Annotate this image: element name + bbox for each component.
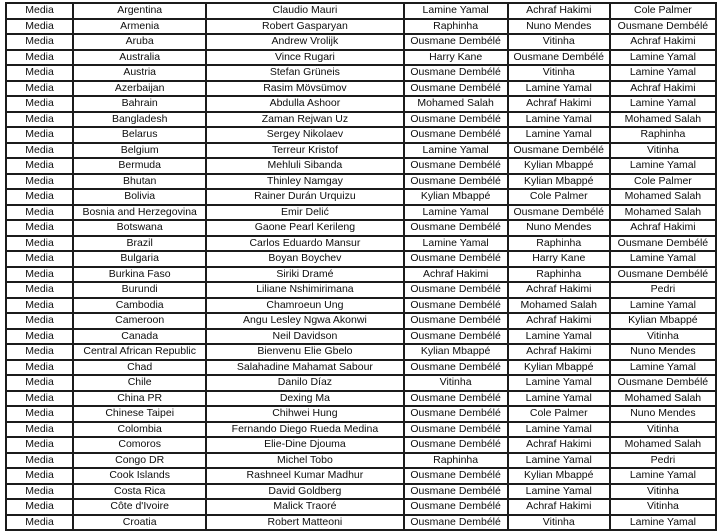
cell-vote-second: Cole Palmer — [508, 406, 610, 422]
cell-vote-second: Achraf Hakimi — [508, 437, 610, 453]
table-row — [6, 81, 716, 97]
cell-vote-second: Lamine Yamal — [508, 422, 610, 438]
cell-media-label: Media — [6, 484, 73, 500]
table-row — [6, 189, 716, 205]
cell-voter-name: Abdulla Ashoor — [206, 96, 403, 112]
cell-vote-second: Kylian Mbappé — [508, 360, 610, 376]
cell-vote-first: Ousmane Dembélé — [404, 468, 508, 484]
cell-vote-second: Achraf Hakimi — [508, 499, 610, 515]
table-row — [6, 360, 716, 376]
cell-vote-first: Ousmane Dembélé — [404, 329, 508, 345]
cell-voter-name: Sergey Nikolaev — [206, 127, 403, 143]
cell-vote-first: Achraf Hakimi — [404, 267, 508, 283]
cell-media-label: Media — [6, 3, 73, 19]
cell-country: Botswana — [73, 220, 206, 236]
cell-vote-second: Lamine Yamal — [508, 484, 610, 500]
cell-vote-first: Ousmane Dembélé — [404, 499, 508, 515]
table-row — [6, 515, 716, 531]
cell-voter-name: Rasim Mövsümov — [206, 81, 403, 97]
cell-voter-name: Robert Matteoni — [206, 515, 403, 531]
cell-vote-third: Raphinha — [610, 127, 716, 143]
cell-country: Azerbaijan — [73, 81, 206, 97]
cell-country: Colombia — [73, 422, 206, 438]
cell-country: Cambodia — [73, 298, 206, 314]
cell-vote-third: Ousmane Dembélé — [610, 236, 716, 252]
cell-media-label: Media — [6, 50, 73, 66]
cell-vote-second: Lamine Yamal — [508, 127, 610, 143]
cell-country: Canada — [73, 329, 206, 345]
cell-vote-third: Vitinha — [610, 329, 716, 345]
cell-vote-first: Mohamed Salah — [404, 96, 508, 112]
cell-vote-second: Lamine Yamal — [508, 81, 610, 97]
table-row — [6, 422, 716, 438]
cell-vote-second: Kylian Mbappé — [508, 174, 610, 190]
cell-vote-first: Ousmane Dembélé — [404, 251, 508, 267]
cell-vote-first: Ousmane Dembélé — [404, 220, 508, 236]
cell-country: Burkina Faso — [73, 267, 206, 283]
cell-country: Central African Republic — [73, 344, 206, 360]
cell-country: Aruba — [73, 34, 206, 50]
cell-country: Congo DR — [73, 453, 206, 469]
cell-vote-first: Ousmane Dembélé — [404, 437, 508, 453]
cell-vote-second: Achraf Hakimi — [508, 282, 610, 298]
cell-voter-name: Zaman Rejwan Uz — [206, 112, 403, 128]
cell-vote-third: Cole Palmer — [610, 174, 716, 190]
cell-country: Cameroon — [73, 313, 206, 329]
cell-vote-third: Achraf Hakimi — [610, 220, 716, 236]
cell-vote-second: Ousmane Dembélé — [508, 143, 610, 159]
cell-vote-second: Lamine Yamal — [508, 329, 610, 345]
cell-media-label: Media — [6, 127, 73, 143]
cell-vote-first: Ousmane Dembélé — [404, 34, 508, 50]
cell-country: Croatia — [73, 515, 206, 531]
cell-media-label: Media — [6, 267, 73, 283]
cell-vote-third: Lamine Yamal — [610, 515, 716, 531]
cell-media-label: Media — [6, 174, 73, 190]
cell-country: Argentina — [73, 3, 206, 19]
cell-media-label: Media — [6, 96, 73, 112]
cell-vote-first: Ousmane Dembélé — [404, 515, 508, 531]
cell-voter-name: Robert Gasparyan — [206, 19, 403, 35]
cell-media-label: Media — [6, 158, 73, 174]
cell-vote-second: Vitinha — [508, 34, 610, 50]
cell-country: Bangladesh — [73, 112, 206, 128]
cell-media-label: Media — [6, 205, 73, 221]
table-row — [6, 205, 716, 221]
cell-vote-first: Kylian Mbappé — [404, 189, 508, 205]
cell-media-label: Media — [6, 329, 73, 345]
cell-vote-third: Lamine Yamal — [610, 65, 716, 81]
cell-vote-first: Ousmane Dembélé — [404, 422, 508, 438]
cell-country: Costa Rica — [73, 484, 206, 500]
cell-vote-first: Ousmane Dembélé — [404, 360, 508, 376]
cell-media-label: Media — [6, 81, 73, 97]
votes-table-body — [6, 3, 716, 530]
table-row — [6, 19, 716, 35]
cell-vote-second: Nuno Mendes — [508, 220, 610, 236]
cell-voter-name: Rashneel Kumar Madhur — [206, 468, 403, 484]
cell-vote-second: Nuno Mendes — [508, 19, 610, 35]
cell-vote-first: Vitinha — [404, 375, 508, 391]
cell-vote-first: Lamine Yamal — [404, 205, 508, 221]
cell-vote-third: Lamine Yamal — [610, 158, 716, 174]
cell-media-label: Media — [6, 344, 73, 360]
cell-vote-third: Mohamed Salah — [610, 189, 716, 205]
cell-voter-name: Andrew Vrolijk — [206, 34, 403, 50]
cell-vote-third: Lamine Yamal — [610, 360, 716, 376]
cell-vote-second: Achraf Hakimi — [508, 344, 610, 360]
cell-voter-name: Angu Lesley Ngwa Akonwi — [206, 313, 403, 329]
table-row — [6, 112, 716, 128]
cell-media-label: Media — [6, 19, 73, 35]
cell-country: Bhutan — [73, 174, 206, 190]
table-row — [6, 236, 716, 252]
cell-vote-first: Raphinha — [404, 453, 508, 469]
cell-vote-second: Ousmane Dembélé — [508, 50, 610, 66]
table-row — [6, 453, 716, 469]
cell-vote-second: Achraf Hakimi — [508, 3, 610, 19]
media-votes-table — [5, 2, 717, 531]
cell-vote-second: Ousmane Dembélé — [508, 205, 610, 221]
table-row — [6, 344, 716, 360]
cell-media-label: Media — [6, 406, 73, 422]
cell-media-label: Media — [6, 112, 73, 128]
cell-voter-name: Dexing Ma — [206, 391, 403, 407]
cell-vote-third: Lamine Yamal — [610, 251, 716, 267]
cell-media-label: Media — [6, 282, 73, 298]
cell-media-label: Media — [6, 251, 73, 267]
cell-country: Bosnia and Herzegovina — [73, 205, 206, 221]
cell-vote-third: Lamine Yamal — [610, 50, 716, 66]
table-row — [6, 34, 716, 50]
cell-country: Austria — [73, 65, 206, 81]
cell-vote-first: Raphinha — [404, 19, 508, 35]
cell-vote-first: Ousmane Dembélé — [404, 112, 508, 128]
cell-vote-first: Lamine Yamal — [404, 236, 508, 252]
cell-voter-name: Fernando Diego Rueda Medina — [206, 422, 403, 438]
cell-vote-second: Raphinha — [508, 267, 610, 283]
cell-media-label: Media — [6, 499, 73, 515]
cell-vote-third: Mohamed Salah — [610, 437, 716, 453]
cell-vote-third: Achraf Hakimi — [610, 81, 716, 97]
table-row — [6, 298, 716, 314]
cell-voter-name: Salahadine Mahamat Sabour — [206, 360, 403, 376]
cell-media-label: Media — [6, 143, 73, 159]
cell-vote-first: Ousmane Dembélé — [404, 298, 508, 314]
cell-voter-name: Bienvenu Elie Gbelo — [206, 344, 403, 360]
cell-voter-name: Elie-Dine Djouma — [206, 437, 403, 453]
table-row — [6, 282, 716, 298]
cell-vote-first: Ousmane Dembélé — [404, 81, 508, 97]
cell-country: Côte d'Ivoire — [73, 499, 206, 515]
cell-voter-name: Vince Rugari — [206, 50, 403, 66]
cell-voter-name: David Goldberg — [206, 484, 403, 500]
cell-country: Chile — [73, 375, 206, 391]
cell-media-label: Media — [6, 453, 73, 469]
cell-vote-second: Vitinha — [508, 65, 610, 81]
cell-media-label: Media — [6, 298, 73, 314]
cell-media-label: Media — [6, 391, 73, 407]
cell-vote-third: Ousmane Dembélé — [610, 375, 716, 391]
cell-vote-first: Ousmane Dembélé — [404, 484, 508, 500]
cell-vote-third: Vitinha — [610, 143, 716, 159]
cell-vote-second: Kylian Mbappé — [508, 468, 610, 484]
cell-vote-third: Lamine Yamal — [610, 96, 716, 112]
cell-vote-second: Raphinha — [508, 236, 610, 252]
table-row — [6, 267, 716, 283]
table-row — [6, 174, 716, 190]
cell-vote-first: Ousmane Dembélé — [404, 174, 508, 190]
cell-voter-name: Chihwei Hung — [206, 406, 403, 422]
cell-vote-first: Lamine Yamal — [404, 143, 508, 159]
cell-voter-name: Claudio Mauri — [206, 3, 403, 19]
cell-media-label: Media — [6, 189, 73, 205]
table-row — [6, 313, 716, 329]
cell-voter-name: Boyan Boychev — [206, 251, 403, 267]
cell-vote-third: Lamine Yamal — [610, 298, 716, 314]
cell-voter-name: Michel Tobo — [206, 453, 403, 469]
cell-media-label: Media — [6, 34, 73, 50]
cell-vote-first: Ousmane Dembélé — [404, 127, 508, 143]
cell-vote-first: Kylian Mbappé — [404, 344, 508, 360]
cell-voter-name: Gaone Pearl Kerileng — [206, 220, 403, 236]
cell-vote-third: Mohamed Salah — [610, 391, 716, 407]
cell-vote-third: Lamine Yamal — [610, 468, 716, 484]
cell-country: Brazil — [73, 236, 206, 252]
table-row — [6, 251, 716, 267]
cell-vote-third: Nuno Mendes — [610, 406, 716, 422]
cell-vote-third: Ousmane Dembélé — [610, 19, 716, 35]
cell-vote-second: Lamine Yamal — [508, 375, 610, 391]
cell-country: Bermuda — [73, 158, 206, 174]
cell-vote-second: Achraf Hakimi — [508, 313, 610, 329]
cell-vote-second: Harry Kane — [508, 251, 610, 267]
cell-vote-third: Ousmane Dembélé — [610, 267, 716, 283]
cell-vote-third: Kylian Mbappé — [610, 313, 716, 329]
table-row — [6, 437, 716, 453]
cell-voter-name: Emir Delić — [206, 205, 403, 221]
cell-voter-name: Siriki Dramé — [206, 267, 403, 283]
cell-voter-name: Liliane Nshimirimana — [206, 282, 403, 298]
cell-country: Armenia — [73, 19, 206, 35]
table-row — [6, 406, 716, 422]
cell-media-label: Media — [6, 468, 73, 484]
table-row — [6, 484, 716, 500]
table-row — [6, 375, 716, 391]
cell-country: Burundi — [73, 282, 206, 298]
cell-vote-second: Lamine Yamal — [508, 391, 610, 407]
table-row — [6, 468, 716, 484]
cell-voter-name: Rainer Durán Urquizu — [206, 189, 403, 205]
cell-vote-third: Nuno Mendes — [610, 344, 716, 360]
cell-media-label: Media — [6, 437, 73, 453]
cell-media-label: Media — [6, 313, 73, 329]
cell-voter-name: Carlos Eduardo Mansur — [206, 236, 403, 252]
cell-vote-third: Pedri — [610, 453, 716, 469]
cell-vote-third: Vitinha — [610, 422, 716, 438]
cell-voter-name: Danilo Díaz — [206, 375, 403, 391]
cell-vote-second: Achraf Hakimi — [508, 96, 610, 112]
cell-vote-first: Ousmane Dembélé — [404, 391, 508, 407]
cell-vote-second: Cole Palmer — [508, 189, 610, 205]
cell-voter-name: Neil Davidson — [206, 329, 403, 345]
cell-country: Chinese Taipei — [73, 406, 206, 422]
cell-country: Bolivia — [73, 189, 206, 205]
cell-voter-name: Terreur Kristof — [206, 143, 403, 159]
cell-vote-first: Harry Kane — [404, 50, 508, 66]
cell-vote-second: Lamine Yamal — [508, 453, 610, 469]
cell-country: Belarus — [73, 127, 206, 143]
cell-vote-first: Ousmane Dembélé — [404, 313, 508, 329]
cell-vote-first: Ousmane Dembélé — [404, 406, 508, 422]
cell-vote-second: Vitinha — [508, 515, 610, 531]
cell-media-label: Media — [6, 360, 73, 376]
table-row — [6, 499, 716, 515]
cell-voter-name: Thinley Namgay — [206, 174, 403, 190]
cell-vote-third: Vitinha — [610, 499, 716, 515]
cell-vote-first: Lamine Yamal — [404, 3, 508, 19]
cell-vote-third: Cole Palmer — [610, 3, 716, 19]
cell-media-label: Media — [6, 236, 73, 252]
cell-voter-name: Mehluli Sibanda — [206, 158, 403, 174]
cell-vote-second: Kylian Mbappé — [508, 158, 610, 174]
cell-vote-third: Vitinha — [610, 484, 716, 500]
table-row — [6, 391, 716, 407]
cell-vote-first: Ousmane Dembélé — [404, 158, 508, 174]
cell-country: Bulgaria — [73, 251, 206, 267]
table-row — [6, 50, 716, 66]
table-row — [6, 220, 716, 236]
cell-media-label: Media — [6, 375, 73, 391]
cell-media-label: Media — [6, 65, 73, 81]
cell-voter-name: Stefan Grüneis — [206, 65, 403, 81]
cell-vote-third: Mohamed Salah — [610, 112, 716, 128]
cell-vote-first: Ousmane Dembélé — [404, 65, 508, 81]
cell-country: Comoros — [73, 437, 206, 453]
cell-country: Australia — [73, 50, 206, 66]
table-row — [6, 3, 716, 19]
table-row — [6, 158, 716, 174]
cell-country: Belgium — [73, 143, 206, 159]
table-row — [6, 143, 716, 159]
cell-media-label: Media — [6, 422, 73, 438]
cell-country: Chad — [73, 360, 206, 376]
cell-voter-name: Chamroeun Ung — [206, 298, 403, 314]
cell-vote-first: Ousmane Dembélé — [404, 282, 508, 298]
cell-country: China PR — [73, 391, 206, 407]
cell-vote-second: Mohamed Salah — [508, 298, 610, 314]
table-row — [6, 127, 716, 143]
cell-media-label: Media — [6, 220, 73, 236]
cell-vote-third: Achraf Hakimi — [610, 34, 716, 50]
table-row — [6, 65, 716, 81]
cell-country: Bahrain — [73, 96, 206, 112]
table-row — [6, 329, 716, 345]
cell-voter-name: Malick Traoré — [206, 499, 403, 515]
cell-media-label: Media — [6, 515, 73, 531]
cell-country: Cook Islands — [73, 468, 206, 484]
cell-vote-second: Lamine Yamal — [508, 112, 610, 128]
cell-vote-third: Mohamed Salah — [610, 205, 716, 221]
cell-vote-third: Pedri — [610, 282, 716, 298]
table-row — [6, 96, 716, 112]
